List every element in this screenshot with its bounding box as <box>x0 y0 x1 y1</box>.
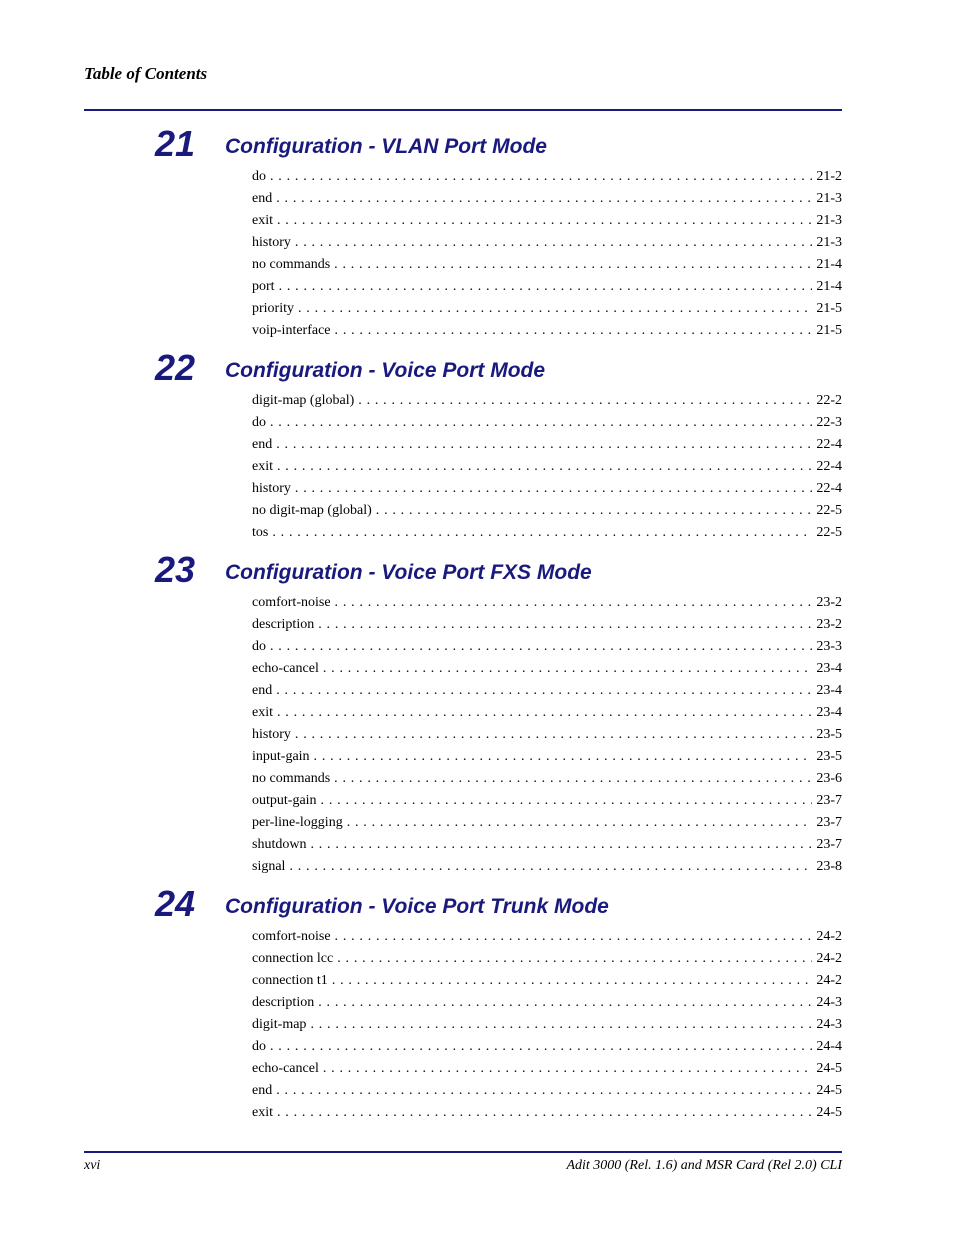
toc-entry-label: history <box>252 235 291 250</box>
dot-leader <box>334 768 812 790</box>
chapter-section <box>0 548 954 878</box>
dot-leader <box>295 232 812 254</box>
dot-leader <box>323 658 812 680</box>
chapter-section <box>0 882 954 1124</box>
chapter-number: 24 <box>155 883 196 924</box>
dot-leader <box>289 856 812 878</box>
toc-entry-page: 23-6 <box>816 771 842 786</box>
header-rule <box>84 109 842 111</box>
toc-entry-page: 23-7 <box>816 793 842 808</box>
toc-entry[interactable] <box>252 500 842 522</box>
toc-entry[interactable] <box>252 1102 842 1124</box>
chapter-title[interactable]: Configuration - Voice Port Mode <box>225 359 546 382</box>
toc-entry-page: 23-4 <box>816 661 842 676</box>
toc-entry-label: end <box>252 683 273 698</box>
chapter-number: 21 <box>155 123 196 164</box>
toc-entry[interactable] <box>252 790 842 812</box>
toc-entry-label: connection lcc <box>252 951 334 966</box>
toc-entry-label: connection t1 <box>252 973 328 988</box>
toc-entry-page: 21-2 <box>816 169 842 184</box>
dot-leader <box>295 478 812 500</box>
toc-entry[interactable] <box>252 210 842 232</box>
chapter-heading <box>0 122 954 166</box>
toc-entry-page: 24-5 <box>816 1083 842 1098</box>
toc-entry-page: 23-8 <box>816 859 842 874</box>
dot-leader <box>270 412 812 434</box>
toc-entry[interactable] <box>252 1036 842 1058</box>
toc-entry-page: 24-5 <box>816 1061 842 1076</box>
toc-entry-page: 23-4 <box>816 705 842 720</box>
chapter-section <box>0 346 954 544</box>
toc-entry-page: 22-5 <box>816 503 842 518</box>
toc-entry-page: 23-4 <box>816 683 842 698</box>
toc-entry[interactable] <box>252 522 842 544</box>
toc-entry[interactable] <box>252 188 842 210</box>
toc-entry-list <box>0 926 954 1124</box>
toc-entry-label: input-gain <box>252 749 310 764</box>
page-number: xvi <box>84 1158 101 1173</box>
toc-entry[interactable] <box>252 1080 842 1102</box>
chapter-heading <box>0 346 954 390</box>
dot-leader <box>277 1102 812 1124</box>
toc-entry[interactable] <box>252 746 842 768</box>
toc-entry[interactable] <box>252 412 842 434</box>
dot-leader <box>332 970 813 992</box>
dot-leader <box>270 636 812 658</box>
toc-entry-page: 21-3 <box>816 213 842 228</box>
toc-entry[interactable] <box>252 992 842 1014</box>
dot-leader <box>337 948 812 970</box>
document-title: Adit 3000 (Rel. 1.6) and MSR Card (Rel 2.0) CLI <box>566 1158 842 1173</box>
toc-entry[interactable] <box>252 478 842 500</box>
toc-entry[interactable] <box>252 434 842 456</box>
toc-entry-label: port <box>252 279 275 294</box>
toc-entry[interactable] <box>252 834 842 856</box>
toc-entry-page: 24-3 <box>816 995 842 1010</box>
toc-entry-page: 21-5 <box>816 301 842 316</box>
dot-leader <box>276 188 812 210</box>
toc-entry[interactable] <box>252 614 842 636</box>
toc-entry[interactable] <box>252 658 842 680</box>
dot-leader <box>295 724 812 746</box>
toc-entry-page: 23-5 <box>816 727 842 742</box>
toc-entry-page: 24-5 <box>816 1105 842 1120</box>
toc-entry-label: do <box>252 169 266 184</box>
dot-leader <box>335 926 813 948</box>
toc-entry[interactable] <box>252 926 842 948</box>
toc-entry-label: exit <box>252 459 273 474</box>
toc-entry-label: digit-map <box>252 1017 307 1032</box>
dot-leader <box>276 434 812 456</box>
chapter-title[interactable]: Configuration - VLAN Port Mode <box>225 135 547 158</box>
dot-leader <box>318 992 812 1014</box>
toc-entry-page: 23-2 <box>816 595 842 610</box>
toc-entry-list <box>0 592 954 878</box>
toc-entry-label: comfort-noise <box>252 595 331 610</box>
toc-entry-label: echo-cancel <box>252 661 319 676</box>
toc-entry-label: no commands <box>252 257 331 272</box>
toc-entry-page: 23-5 <box>816 749 842 764</box>
toc-entry-label: no digit-map (global) <box>252 503 372 518</box>
toc-entry-label: comfort-noise <box>252 929 331 944</box>
toc-entry-label: signal <box>252 859 286 874</box>
dot-leader <box>277 210 812 232</box>
toc-entry-label: no commands <box>252 771 331 786</box>
toc-entry[interactable] <box>252 856 842 878</box>
dot-leader <box>270 166 812 188</box>
toc-entry[interactable] <box>252 320 842 342</box>
toc-entry-label: shutdown <box>252 837 307 852</box>
toc-entry-label: do <box>252 415 266 430</box>
toc-entry-label: history <box>252 481 291 496</box>
toc-entry-page: 22-4 <box>816 481 842 496</box>
dot-leader <box>270 1036 812 1058</box>
toc-entry-list <box>0 390 954 544</box>
toc-entry-page: 22-4 <box>816 437 842 452</box>
toc-entry-label: exit <box>252 1105 273 1120</box>
toc-entry-page: 22-5 <box>816 525 842 540</box>
chapter-number: 22 <box>155 347 196 388</box>
toc-entry-page: 23-7 <box>816 837 842 852</box>
toc-entry[interactable] <box>252 390 842 412</box>
toc-entry-label: description <box>252 617 315 632</box>
toc-entry[interactable] <box>252 166 842 188</box>
dot-leader <box>277 456 812 478</box>
toc-entry[interactable] <box>252 970 842 992</box>
toc-entry[interactable] <box>252 680 842 702</box>
dot-leader <box>272 522 812 544</box>
toc-entry-page: 22-2 <box>816 393 842 408</box>
toc-entry[interactable] <box>252 724 842 746</box>
toc-entry-label: priority <box>252 301 294 316</box>
toc-entry-page: 24-4 <box>816 1039 842 1054</box>
toc-entry-page: 24-2 <box>816 951 842 966</box>
toc-entry-page: 23-7 <box>816 815 842 830</box>
dot-leader <box>318 614 812 636</box>
toc-entry-label: exit <box>252 213 273 228</box>
toc-entry-label: echo-cancel <box>252 1061 319 1076</box>
dot-leader <box>276 1080 812 1102</box>
toc-entry-label: digit-map (global) <box>252 393 355 408</box>
toc-entry-page: 24-3 <box>816 1017 842 1032</box>
toc-entry-page: 21-4 <box>816 257 842 272</box>
toc-entry[interactable] <box>252 1058 842 1080</box>
toc-entry[interactable] <box>252 1014 842 1036</box>
toc-entry-label: do <box>252 639 266 654</box>
toc-entry-label: history <box>252 727 291 742</box>
toc-entry-page: 21-4 <box>816 279 842 294</box>
dot-leader <box>298 298 812 320</box>
toc-entry-page: 21-3 <box>816 191 842 206</box>
footer-rule <box>84 1151 842 1153</box>
dot-leader <box>334 254 812 276</box>
dot-leader <box>310 834 812 856</box>
toc-entry-label: end <box>252 1083 273 1098</box>
dot-leader <box>347 812 813 834</box>
toc-entry-label: voip-interface <box>252 323 331 338</box>
chapter-heading <box>0 548 954 592</box>
toc-entry[interactable] <box>252 254 842 276</box>
toc-entry-page: 21-3 <box>816 235 842 250</box>
chapter-section <box>0 122 954 342</box>
chapter-title[interactable]: Configuration - Voice Port FXS Mode <box>225 561 592 584</box>
toc-entry-page: 24-2 <box>816 929 842 944</box>
dot-leader <box>376 500 813 522</box>
toc-entry-list <box>0 166 954 342</box>
dot-leader <box>335 592 813 614</box>
toc-entry-label: per-line-logging <box>252 815 343 830</box>
dot-leader <box>323 1058 812 1080</box>
dot-leader <box>321 790 813 812</box>
chapter-number: 23 <box>155 549 196 590</box>
chapter-heading <box>0 882 954 926</box>
toc-entry-page: 24-2 <box>816 973 842 988</box>
toc-entry-label: description <box>252 995 315 1010</box>
toc-body <box>0 122 954 1124</box>
toc-entry-page: 22-4 <box>816 459 842 474</box>
toc-entry[interactable] <box>252 948 842 970</box>
toc-entry[interactable] <box>252 592 842 614</box>
toc-entry-label: end <box>252 437 273 452</box>
toc-entry[interactable] <box>252 812 842 834</box>
dot-leader <box>279 276 813 298</box>
toc-entry[interactable] <box>252 232 842 254</box>
toc-entry[interactable] <box>252 636 842 658</box>
toc-entry-label: output-gain <box>252 793 317 808</box>
dot-leader <box>277 702 812 724</box>
toc-entry[interactable] <box>252 702 842 724</box>
dot-leader <box>310 1014 812 1036</box>
toc-entry-page: 22-3 <box>816 415 842 430</box>
dot-leader <box>314 746 813 768</box>
dot-leader <box>335 320 813 342</box>
toc-entry-page: 23-3 <box>816 639 842 654</box>
toc-entry[interactable] <box>252 298 842 320</box>
toc-entry[interactable] <box>252 456 842 478</box>
toc-entry[interactable] <box>252 768 842 790</box>
toc-entry-page: 21-5 <box>816 323 842 338</box>
dot-leader <box>358 390 812 412</box>
chapter-title[interactable]: Configuration - Voice Port Trunk Mode <box>225 895 609 918</box>
toc-entry-label: exit <box>252 705 273 720</box>
toc-entry-page: 23-2 <box>816 617 842 632</box>
toc-entry[interactable] <box>252 276 842 298</box>
running-head: Table of Contents <box>84 64 208 83</box>
toc-entry-label: end <box>252 191 273 206</box>
toc-entry-label: do <box>252 1039 266 1054</box>
dot-leader <box>276 680 812 702</box>
toc-entry-label: tos <box>252 525 269 540</box>
